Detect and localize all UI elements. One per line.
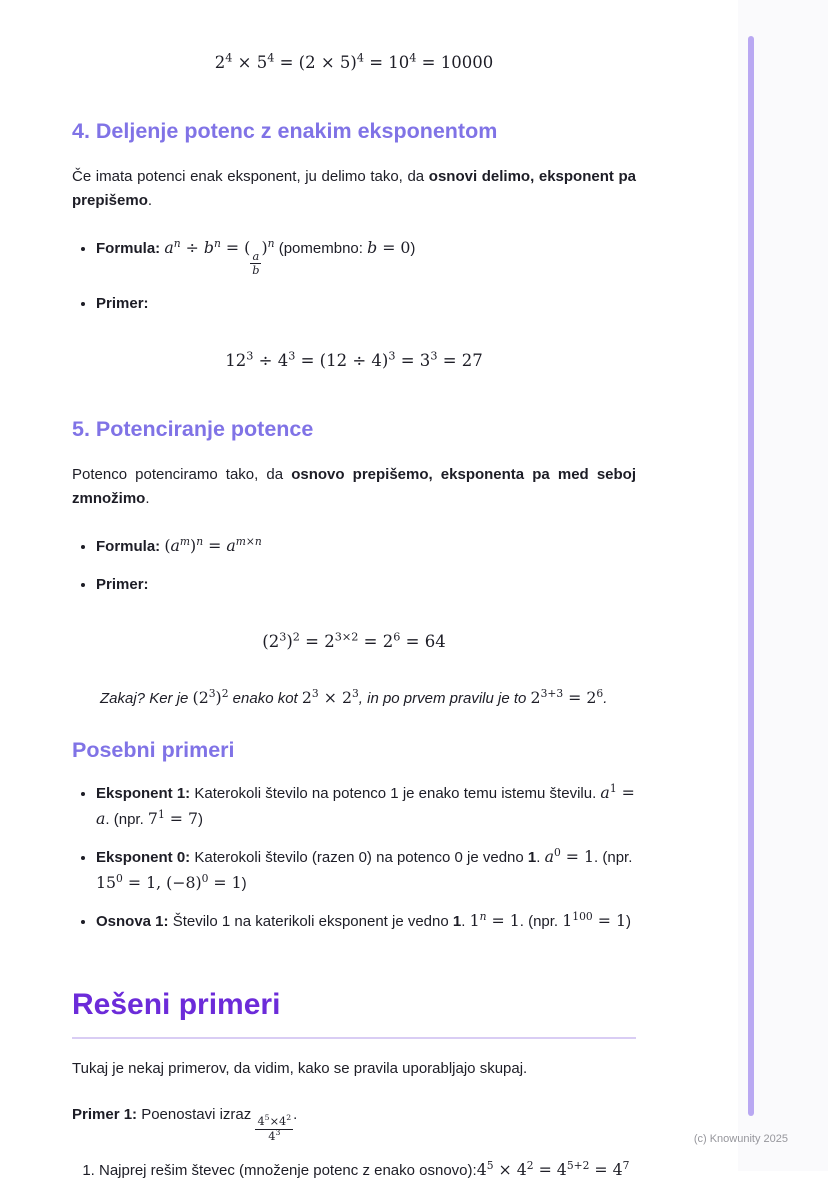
math-power-example: $(2^3)^2 = 2^{3\times 2} = 2^6 = 64$ — [262, 630, 446, 651]
section-5-heading: 5. Potenciranje potence — [72, 417, 314, 442]
example-1-statement: Primer 1: Poenostavi izraz $\frac{4^5\times 4^2}{4^3}$ . — [72, 1105, 298, 1143]
math-product-rule: $2^4 \times 5^4 = (2 \times 5)^4 = 10^4 = 10000$ — [214, 51, 494, 72]
solution-steps — [72, 1157, 636, 1183]
why-note: Zakaj? Ker je $(2^3)^2$ enako kot $2^3 \times 2^3$, in po prvem pravilu je to $2^{3+3} = 2^6$. — [100, 687, 608, 708]
solved-examples-title: Rešeni primeri — [72, 988, 281, 1022]
special-case-base-1: • Osnova 1: Število 1 na katerikoli eksponent je vedno 1. $1^n = 1$. (npr. $1^{100} = 1$) — [96, 908, 636, 934]
special-case-exponent-1: • Eksponent 1: Katerokoli število na potenco 1 je enako temu istemu številu. $a^1 = a$. (npr. $7^1 = 7$) — [96, 780, 636, 832]
section-5-list — [72, 533, 636, 597]
special-cases-heading: Posebni primeri — [72, 738, 235, 763]
section-5-primer-label: • Primer: — [96, 573, 636, 597]
section-4-heading: 4. Deljenje potenc z enakim eksponentom — [72, 119, 498, 144]
section-5-formula-item: • Formula: $(a^m)^n = a^{m\times n}$ — [96, 533, 636, 559]
section-4-primer-label: • Primer: — [96, 292, 636, 316]
section-5-intro: Potenco potenciramo tako, da osnovo prepišemo, eksponenta pa med seboj zmnožimo. — [72, 465, 636, 507]
section-4-list — [72, 235, 636, 315]
solution-step-1: 1. Najprej rešim števec (množenje potenc z enako $osnovo):4^5 \times 4^2 = 4^{5+2} = 4^7$ — [99, 1157, 636, 1183]
page-footer: (c) Knowunity 2025 — [693, 1133, 788, 1145]
math-division-example: $12^3 \div 4^3 = (12 \div 4)^3 = 3^3 = 27$ — [225, 349, 483, 370]
section-4-formula-item: • Formula: $a^n \div b^n$ = ( $\frac{a}{b}$ )$^n$ (pomembno: b = 0) — [96, 235, 636, 277]
special-cases-list — [72, 780, 636, 934]
solved-examples-intro: Tukaj je nekaj primerov, da vidim, kako se pravila uporabljajo skupaj. — [72, 1059, 528, 1077]
title-divider — [72, 1037, 636, 1039]
special-case-exponent-0: • Eksponent 0: Katerokoli število (razen 0) na potenco 0 je vedno 1. $a^0 = 1$. (npr. $15^0 = 1$, $(-8)^0 = 1$) — [96, 844, 636, 896]
section-4-intro: Če imata potenci enak eksponent, ju delimo tako, da osnovi delimo, eksponent pa prepišemo. — [72, 168, 637, 210]
